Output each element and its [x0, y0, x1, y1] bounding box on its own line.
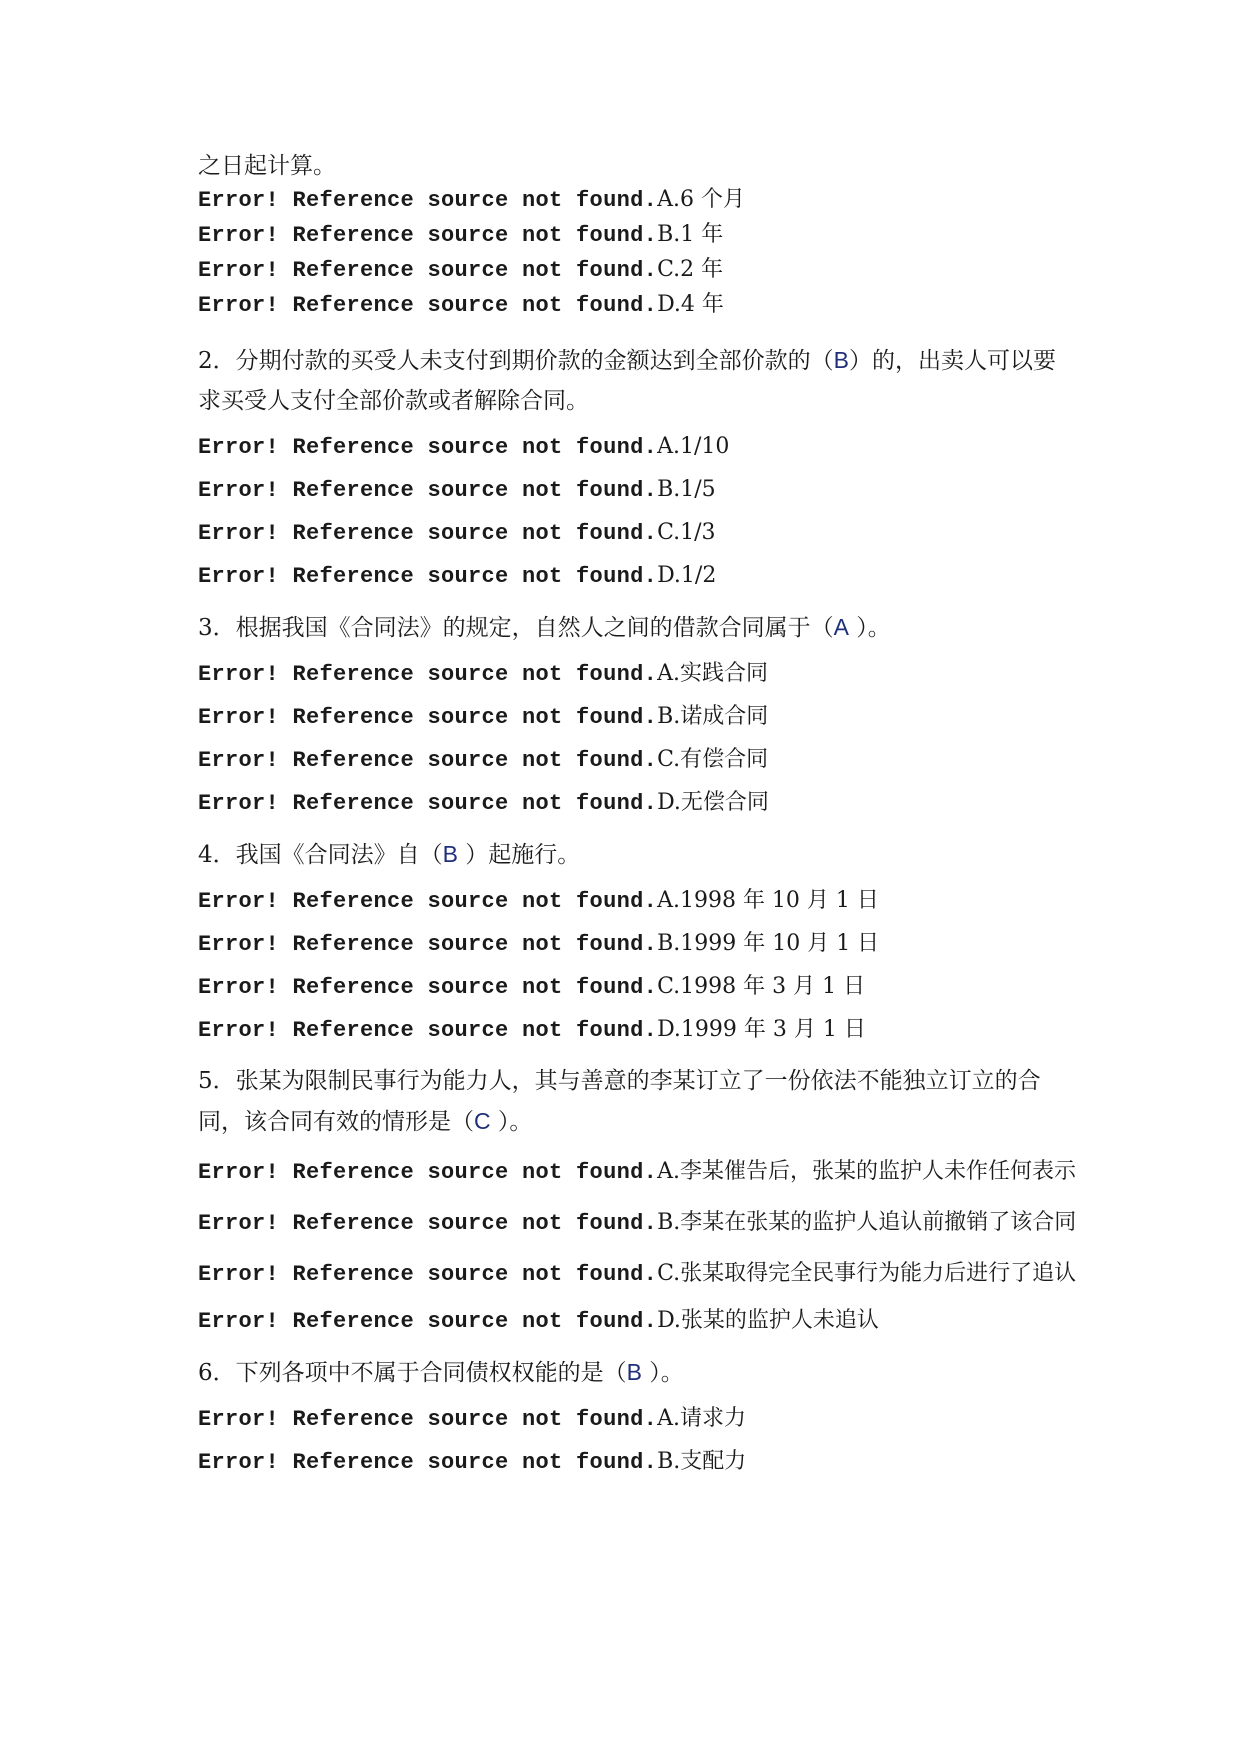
question-3-option-d: Error! Reference source not found.D.无偿合同: [198, 790, 769, 816]
question-4-option-a: Error! Reference source not found.A.1998 年 10 月 1 日: [198, 888, 879, 914]
question-5-stem: 5．张某为限制民事行为能力人，其与善意的李某订立了一份依法不能独立订立的合同，该合同有效的情形是（C ）。: [198, 1068, 1041, 1135]
question-2-stem: 2．分期付款的买受人未支付到期价款的金额达到全部价款的（B）的，出卖人可以要求买受人支付全部价款或者解除合同。: [198, 347, 1056, 414]
answer-letter: B: [442, 841, 458, 867]
document-body: [198, 150, 1078, 1479]
question-3-stem: 3．根据我国《合同法》的规定，自然人之间的借款合同属于（A ）。: [198, 614, 891, 641]
question-4-option-b: Error! Reference source not found.B.1999 年 10 月 1 日: [198, 931, 880, 957]
question-2-option-a: Error! Reference source not found.A.1/10: [198, 434, 730, 460]
intro-stem-tail: 之日起计算。: [198, 153, 336, 179]
question-4-option-d: Error! Reference source not found.D.1999 年 3 月 1 日: [198, 1017, 866, 1043]
question-5-option-a: Error! Reference source not found.A.李某催告后，张某的监护人未作任何表示: [198, 1159, 1076, 1185]
error-text: Error! Reference source not found.: [198, 293, 658, 318]
question-5-option-b: Error! Reference source not found.B.李某在张某的监护人追认前撤销了该合同: [198, 1210, 1077, 1236]
error-text: Error! Reference source not found.: [198, 258, 658, 283]
question-5-option-d: Error! Reference source not found.D.张某的监护人未追认: [198, 1308, 879, 1334]
error-text: Error! Reference source not found.: [198, 188, 658, 213]
question-4-stem: 4．我国《合同法》自（B ）起施行。: [198, 841, 581, 868]
answer-letter: C: [474, 1108, 491, 1134]
question-4-option-c: Error! Reference source not found.C.1998 年 3 月 1 日: [198, 974, 866, 1000]
intro-option-a: Error! Reference source not found.A.6 个月: [198, 187, 745, 213]
answer-letter: A: [833, 614, 849, 640]
question-2-option-d: Error! Reference source not found.D.1/2: [198, 563, 717, 589]
question-6-option-b: Error! Reference source not found.B.支配力: [198, 1449, 747, 1475]
question-3-option-b: Error! Reference source not found.B.诺成合同: [198, 704, 769, 730]
intro-option-c: Error! Reference source not found.C.2 年: [198, 257, 724, 283]
question-3-option-a: Error! Reference source not found.A.实践合同: [198, 661, 768, 687]
error-text: Error! Reference source not found.: [198, 223, 658, 248]
question-2-option-b: Error! Reference source not found.B.1/5: [198, 477, 716, 503]
question-2-option-c: Error! Reference source not found.C.1/3: [198, 520, 716, 546]
question-6-option-a: Error! Reference source not found.A.请求力: [198, 1406, 746, 1432]
question-3-option-c: Error! Reference source not found.C.有偿合同: [198, 747, 769, 773]
answer-letter: B: [833, 347, 849, 373]
question-6-stem: 6．下列各项中不属于合同债权权能的是（B ）。: [198, 1359, 684, 1386]
intro-option-d: Error! Reference source not found.D.4 年: [198, 292, 724, 318]
question-5-option-c: Error! Reference source not found.C.张某取得完全民事行为能力后进行了追认: [198, 1261, 1077, 1287]
answer-letter: B: [626, 1359, 642, 1385]
intro-options: [198, 183, 1078, 322]
intro-option-b: Error! Reference source not found.B.1 年: [198, 222, 724, 248]
